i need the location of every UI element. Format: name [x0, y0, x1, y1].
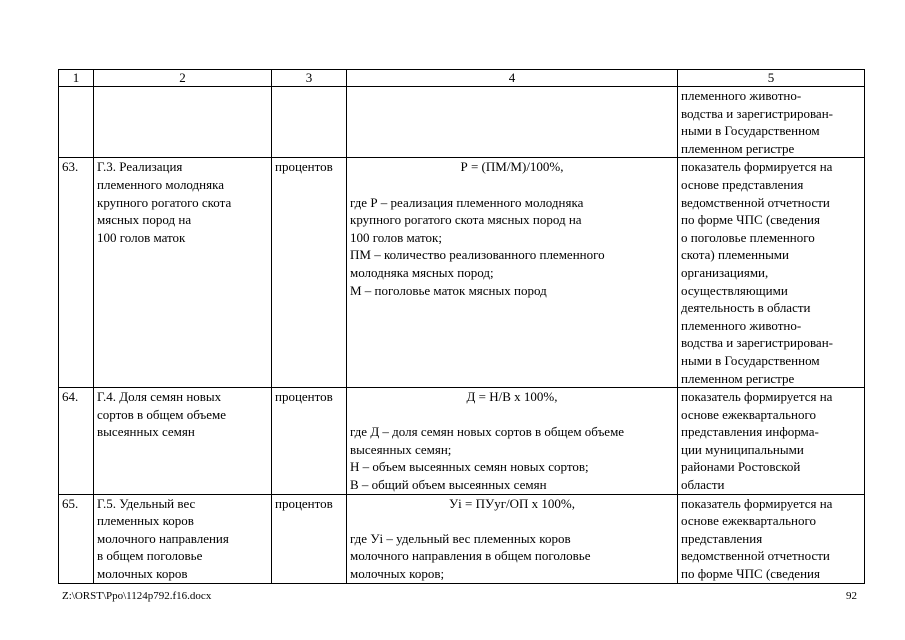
spacer	[350, 512, 674, 530]
desc-line: 100 голов маток;	[350, 229, 442, 245]
indicator-name-cell	[94, 388, 272, 495]
header-col-2: 2	[94, 70, 272, 87]
note-line: осуществляющими	[681, 282, 788, 298]
note-line: показатель формируется на	[681, 495, 833, 511]
table-row	[59, 494, 865, 583]
note-line: основе ежеквартального	[681, 406, 816, 422]
name-line: Г.4. Доля семян новых	[97, 389, 222, 405]
name-line: молочных коров	[97, 566, 188, 582]
note-cell	[678, 158, 865, 388]
note-line: организациями,	[681, 264, 769, 280]
name-line: Г.5. Удельный вес	[97, 495, 196, 511]
formula: Уi = ПУуг/ОП х 100%,	[448, 495, 576, 511]
table-row	[59, 158, 865, 388]
cont-cell-3	[272, 87, 347, 158]
cont-note-cell	[678, 87, 865, 158]
spacer	[350, 406, 674, 424]
note-line: ведомственной отчетности	[681, 194, 830, 210]
formula-cell	[347, 494, 678, 583]
note-cell	[678, 494, 865, 583]
row-number: 64.	[59, 388, 94, 495]
cont-cell-4	[347, 87, 678, 158]
name-line: племенных коров	[97, 513, 194, 529]
cont-cell-2	[94, 87, 272, 158]
unit-cell: процентов	[272, 388, 347, 495]
note-line: основе ежеквартального	[681, 513, 816, 529]
unit-cell: процентов	[272, 158, 347, 388]
note-line: ными в Государственном	[681, 123, 820, 139]
footer-file-path: Z:\ORST\Ppo\1124p792.f16.docx	[62, 590, 212, 602]
name-line: Г.3. Реализация	[97, 159, 183, 175]
desc-line: молодняка мясных пород;	[350, 264, 494, 280]
desc-line: где Уi – удельный вес племенных коров	[350, 530, 571, 546]
desc-line: М – поголовье маток мясных пород	[350, 282, 547, 298]
name-line: 100 голов маток	[97, 229, 186, 245]
name-line: в общем поголовье	[97, 548, 203, 564]
formula-cell	[347, 388, 678, 495]
note-line: скота) племенными	[681, 247, 789, 263]
note-line: деятельность в области	[681, 300, 811, 316]
header-row	[59, 70, 865, 87]
formula: Р = (ПМ/М)/100%,	[460, 159, 564, 175]
spacer	[350, 176, 674, 194]
note-line: показатель формируется на	[681, 389, 833, 405]
note-line: о поголовье племенного	[681, 229, 815, 245]
footer-page-number: 92	[846, 590, 857, 602]
note-line: ции муниципальными	[681, 441, 804, 457]
note-line: племенного животно-	[681, 88, 802, 103]
indicators-table	[58, 69, 865, 584]
formula: Д = Н/В х 100%,	[466, 389, 558, 405]
desc-line: крупного рогатого скота мясных пород на	[350, 212, 582, 228]
note-line: ными в Государственном	[681, 352, 820, 368]
note-line: водства и зарегистрирован-	[681, 335, 833, 351]
header-col-1: 1	[59, 70, 94, 87]
row-number: 65.	[59, 494, 94, 583]
name-line: высеянных семян	[97, 424, 195, 440]
desc-line: где Д – доля семян новых сортов в общем объеме	[350, 424, 625, 440]
note-line: представления	[681, 530, 763, 546]
note-line: ведомственной отчетности	[681, 548, 830, 564]
unit-cell: процентов	[272, 494, 347, 583]
continuation-row	[59, 87, 865, 158]
note-line: основе представления	[681, 176, 804, 192]
note-line: по форме ЧПС (сведения	[681, 212, 820, 228]
note-line: по форме ЧПС (сведения	[681, 566, 820, 582]
desc-line: Н – объем высеянных семян новых сортов;	[350, 459, 589, 475]
indicator-name-cell	[94, 158, 272, 388]
desc-line: В – общий объем высеянных семян	[350, 477, 547, 493]
name-line: мясных пород на	[97, 212, 192, 228]
header-col-3: 3	[272, 70, 347, 87]
name-line: крупного рогатого скота	[97, 194, 232, 210]
desc-line: ПМ – количество реализованного племенного	[350, 247, 605, 263]
formula-cell	[347, 158, 678, 388]
note-line: области	[681, 477, 725, 493]
name-line: сортов в общем объеме	[97, 406, 227, 422]
cont-cell-1	[59, 87, 94, 158]
desc-line: молочного направления в общем поголовье	[350, 548, 591, 564]
desc-line: где Р – реализация племенного молодняка	[350, 194, 584, 210]
table-row	[59, 388, 865, 495]
indicator-name-cell	[94, 494, 272, 583]
header-col-5: 5	[678, 70, 865, 87]
name-line: молочного направления	[97, 530, 229, 546]
note-line: показатель формируется на	[681, 159, 833, 175]
note-line: представления информа-	[681, 424, 819, 440]
header-col-4: 4	[347, 70, 678, 87]
name-line: племенного молодняка	[97, 176, 224, 192]
desc-line: молочных коров;	[350, 566, 445, 582]
note-cell	[678, 388, 865, 495]
row-number: 63.	[59, 158, 94, 388]
note-line: племенном регистре	[681, 140, 795, 156]
note-line: племенного животно-	[681, 317, 802, 333]
desc-line: высеянных семян;	[350, 441, 452, 457]
note-line: районами Ростовской	[681, 459, 801, 475]
note-line: племенном регистре	[681, 370, 795, 386]
note-line: водства и зарегистрирован-	[681, 105, 833, 121]
